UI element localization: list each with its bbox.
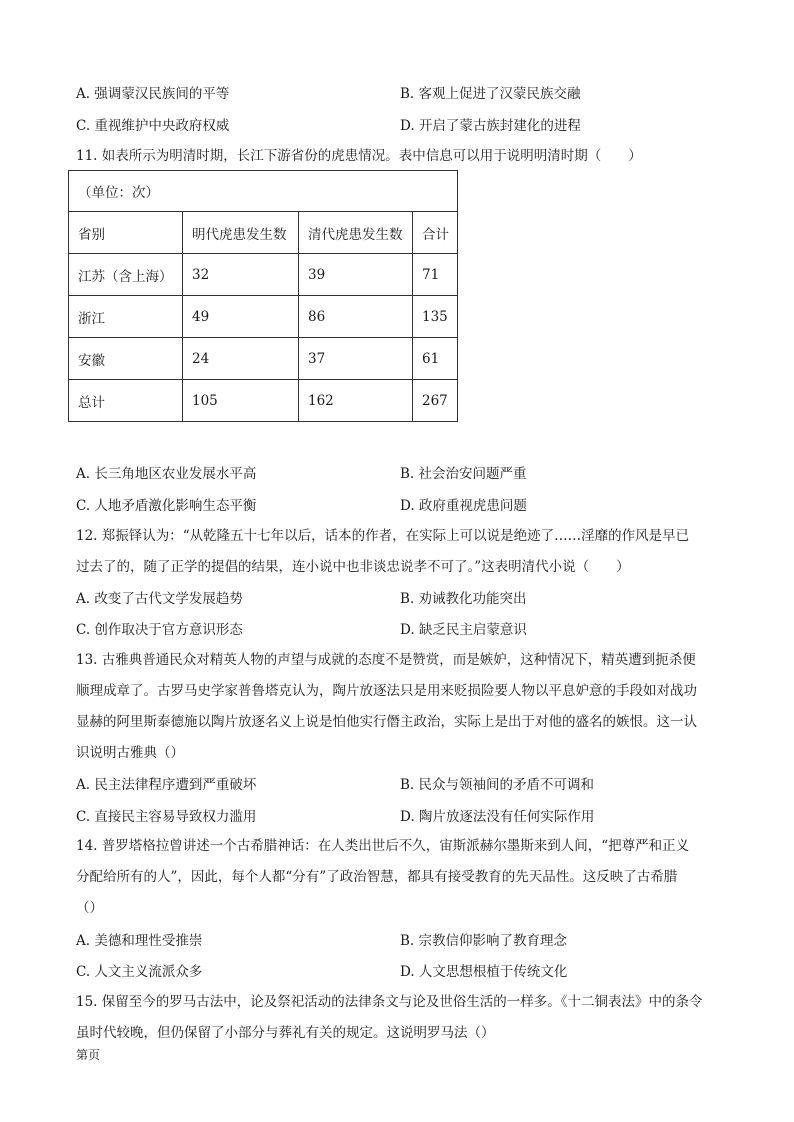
q12-stem-line1: 12. 郑振铎认为：“从乾隆五十七年以后，话本的作者，在实际上可以说是绝迹了……淫靡的作风是早已 [76,528,690,544]
table-row [69,380,458,422]
q10-option-c: C. 重视维护中央政府权威 [76,118,230,134]
q14-stem-line1: 14. 普罗塔格拉曾讲述一个古希腊神话：在人类出世后不久，宙斯派赫尔墨斯来到人间，“把尊严和正义 [76,838,690,854]
q13-stem-line4: 识说明古雅典（） [76,745,184,761]
table-header-cell: 合计 [413,212,458,254]
q14-option-a: A. 美德和理性受推崇 [76,933,203,949]
table-cell: 162 [299,380,413,422]
q12-option-d: D. 缺乏民主启蒙意识 [400,622,527,638]
q11-stem: 11. 如表所示为明清时期，长江下游省份的虎患情况。表中信息可以用于说明明清时期（ ） [76,148,642,164]
table-row [69,254,458,296]
q14-stem-line3: （） [76,900,103,916]
q14-option-d: D. 人文思想根植于传统文化 [400,964,568,980]
table-cell: 105 [183,380,299,422]
table-cell: 37 [299,338,413,380]
q15-stem-line1: 15. 保留至今的罗马古法中，论及祭祀活动的法律条文与论及世俗生活的一样多。《十二铜表法》中的条令 [76,994,703,1010]
table-header-cell: 省别 [69,212,183,254]
table-cell: 总计 [69,380,183,422]
q13-stem-line2: 顺理成章了。古罗马史学家普鲁塔克认为，陶片放逐法只是用来贬损险要人物以平息妒意的手段如对战功 [76,683,697,699]
q12-option-b: B. 劝诫教化功能突出 [400,591,527,607]
q14-option-c: C. 人文主义流派众多 [76,964,203,980]
q12-option-c: C. 创作取决于官方意识形态 [76,622,243,638]
q12-option-a: A. 改变了古代文学发展趋势 [76,591,243,607]
table-unit: （单位：次） [69,171,458,212]
q13-option-d: D. 陶片放逐法没有任何实际作用 [400,809,595,825]
table-row [69,296,458,338]
q10-option-d: D. 开启了蒙古族封建化的进程 [400,118,581,134]
q10-option-b: B. 客观上促进了汉蒙民族交融 [400,86,581,102]
table-row [69,338,458,380]
table-cell: 49 [183,296,299,338]
q13-stem-line1: 13. 古雅典普通民众对精英人物的声望与成就的态度不是赞赏，而是嫉妒，这种情况下，精英遭到扼杀便 [76,652,696,668]
table-header-cell: 清代虎患发生数 [299,212,413,254]
table-cell: 39 [299,254,413,296]
table-cell: 江苏（含上海） [69,254,183,296]
table-cell: 71 [413,254,458,296]
table-cell: 24 [183,338,299,380]
q12-stem-line2: 过去了的，随了正学的提倡的结果，连小说中也非谈忠说孝不可了。”这表明清代小说（ ） [76,559,630,575]
q11-option-b: B. 社会治安问题严重 [400,466,527,482]
q11-option-c: C. 人地矛盾激化影响生态平衡 [76,498,257,514]
table-header-row [69,212,458,254]
table-cell: 32 [183,254,299,296]
table-cell: 135 [413,296,458,338]
q11-option-d: D. 政府重视虎患问题 [400,498,527,514]
q14-stem-line2: 分配给所有的人”，因此，每个人都“分有”了政治智慧，都具有接受教育的先天品性。这反映了古希腊 [76,869,678,885]
table-cell: 61 [413,338,458,380]
q13-option-a: A. 民主法律程序遭到严重破坏 [76,777,257,793]
q15-stem-line2: 虽时代较晚，但仍保留了小部分与葬礼有关的规定。这说明罗马法（） [76,1025,495,1041]
q10-option-a: A. 强调蒙汉民族间的平等 [76,86,230,102]
table-cell: 浙江 [69,296,183,338]
q13-option-b: B. 民众与领袖间的矛盾不可调和 [400,777,595,793]
q13-option-c: C. 直接民主容易导致权力滥用 [76,809,257,825]
q14-option-b: B. 宗教信仰影响了教育理念 [400,933,568,949]
tiger-incident-table [68,170,458,422]
table-header-cell: 明代虎患发生数 [183,212,299,254]
table-cell: 267 [413,380,458,422]
table-cell: 86 [299,296,413,338]
table-cell: 安徽 [69,338,183,380]
q11-option-a: A. 长三角地区农业发展水平高 [76,466,257,482]
page-footer: 第页 [76,1048,101,1062]
q13-stem-line3: 显赫的阿里斯泰德施以陶片放逐名义上说是怕他实行僭主政治，实际上是出于对他的盛名的嫉恨。这一认 [76,714,697,730]
